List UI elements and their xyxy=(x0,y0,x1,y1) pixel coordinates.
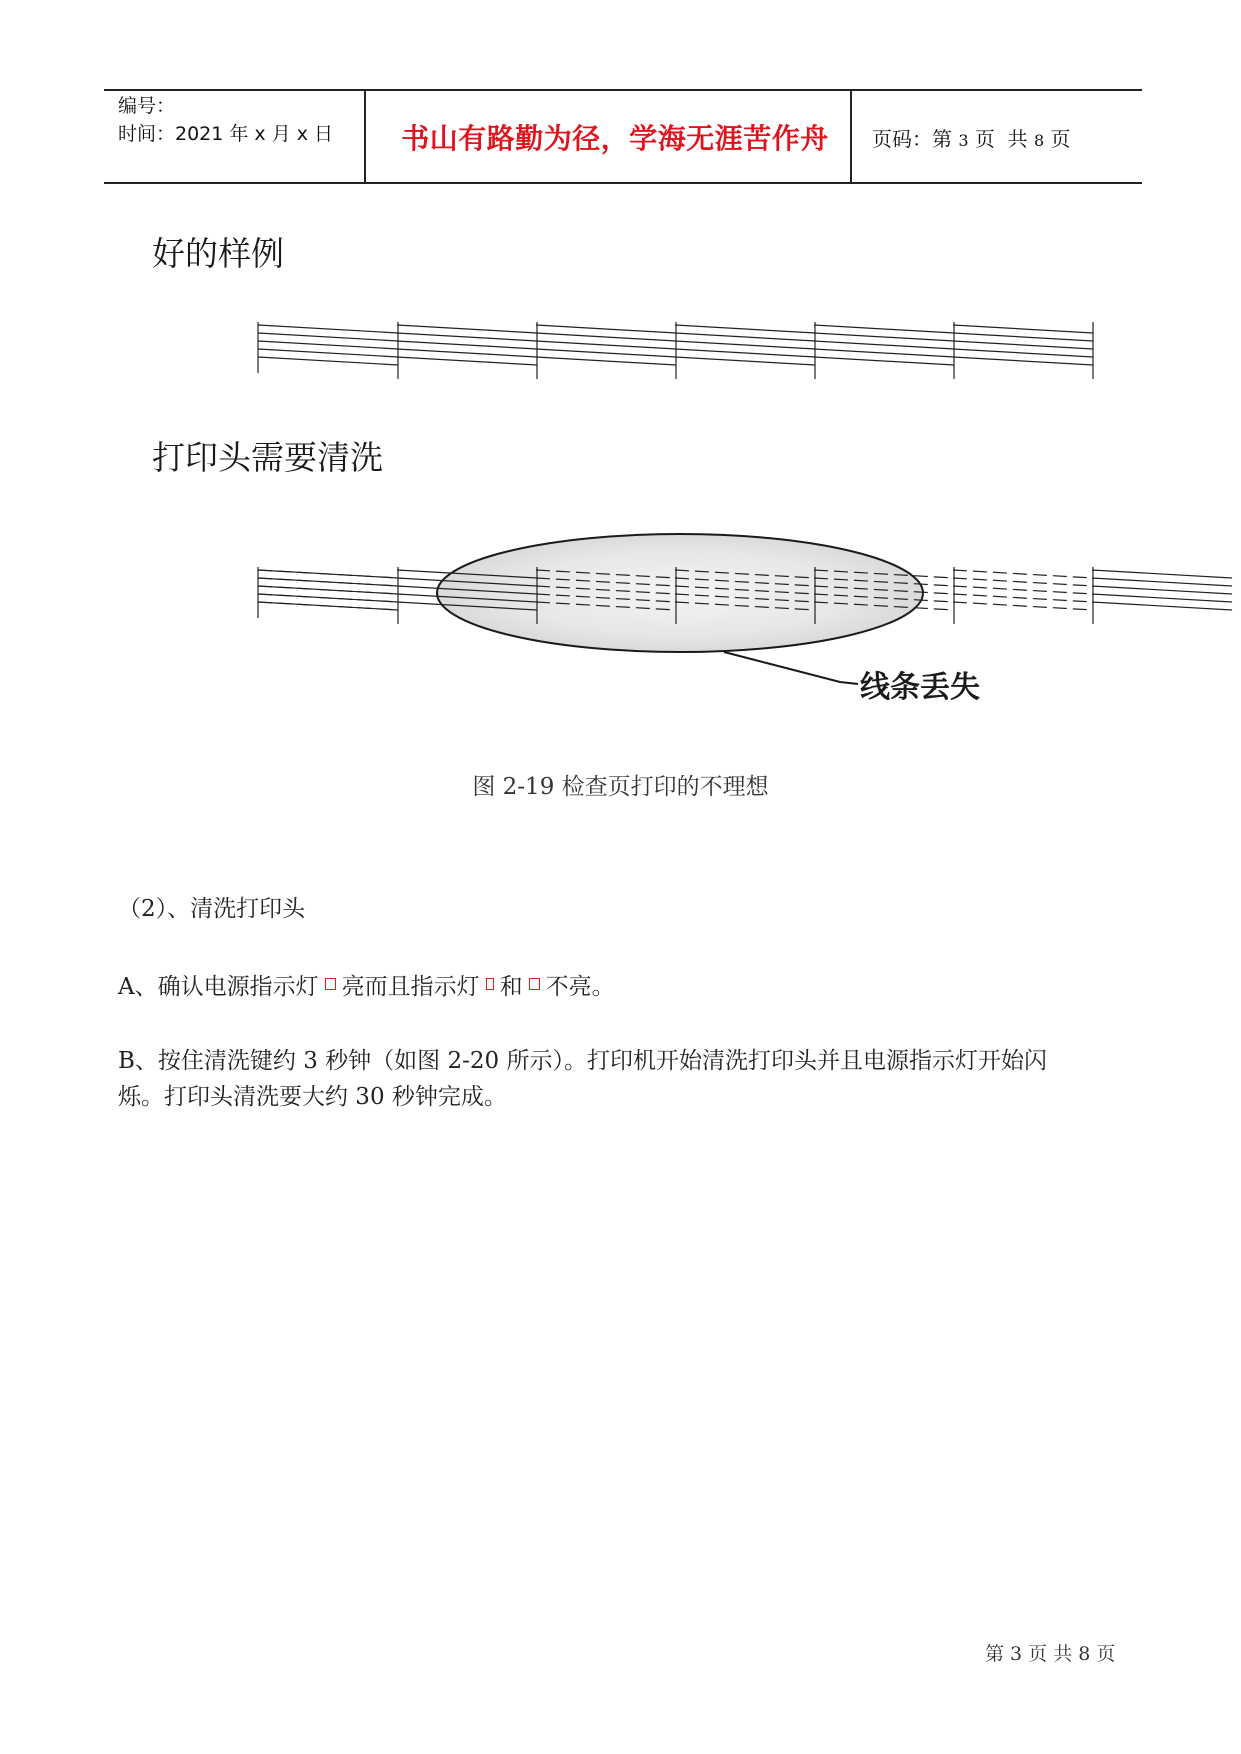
page-footer: 第 3 页 共 8 页 xyxy=(985,1643,1116,1665)
power-indicator-icon xyxy=(325,978,336,990)
good-sample-pattern xyxy=(258,322,1093,379)
good-sample-label: 好的样例 xyxy=(152,234,284,273)
serial-label: 编号： xyxy=(118,95,176,117)
figure-caption: 图 2-19 检查页打印的不理想 xyxy=(472,774,769,800)
page-total: 8 xyxy=(1033,131,1045,150)
step-b xyxy=(118,1043,1047,1115)
missing-lines-label: 线条丢失 xyxy=(860,670,980,705)
page-suffix: 页 xyxy=(1050,127,1071,151)
page-mid: 页 共 xyxy=(974,127,1028,151)
page-prefix: 页码：第 xyxy=(872,127,952,151)
time-label: 时间：2021 年 x 月 x 日 xyxy=(118,123,334,145)
page-number: 3 xyxy=(958,131,969,150)
step-a-text-1: A、确认电源指示灯 xyxy=(118,974,319,1000)
step-a-text-3: 和 xyxy=(499,974,523,1000)
step-a-text-4: 不亮。 xyxy=(545,974,615,1000)
nozzle-check-figure xyxy=(0,0,1241,760)
step-b-line-2: 烁。打印头清洗要大约 30 秒钟完成。 xyxy=(118,1084,507,1110)
ink-indicator-icon xyxy=(529,978,540,990)
header-motto: 书山有路勤为径，学海无涯苦作舟 xyxy=(401,122,829,155)
step-a-text-2: 亮而且指示灯 xyxy=(341,974,480,1000)
indicator-light-icon xyxy=(486,978,494,990)
step-b-line-1: B、按住清洗键约 3 秒钟（如图 2-20 所示）。打印机开始清洗打印头并且电源指示灯开始闪 xyxy=(118,1048,1047,1074)
cleaning-sample-pattern xyxy=(258,534,1232,684)
step-heading: （2）、清洗打印头 xyxy=(118,896,306,922)
needs-cleaning-label: 打印头需要清洗 xyxy=(152,438,383,477)
step-a xyxy=(118,969,615,1005)
